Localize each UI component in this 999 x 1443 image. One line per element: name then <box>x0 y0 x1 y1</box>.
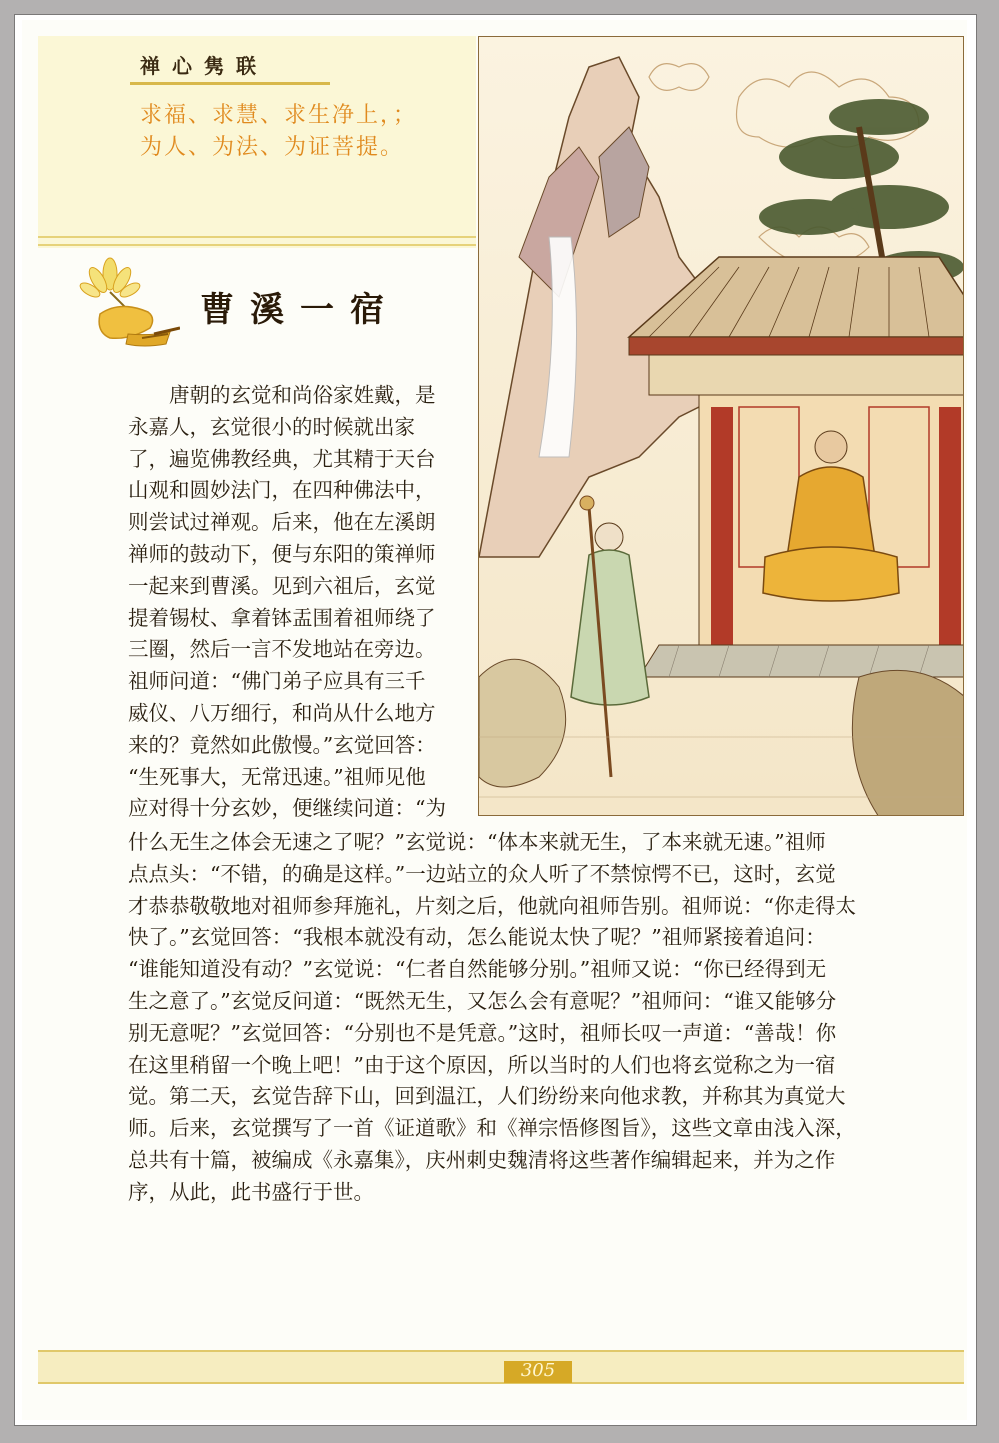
text-line: 生之意了。”玄觉反问道：“既然无生，又怎么会有意呢？”祖师问：“谁又能够分 <box>128 988 837 1013</box>
text-line: “谁能知道没有动？”玄觉说：“仁者自然能够分别。”祖师又说：“你已经得到无 <box>128 957 827 982</box>
text-line: 唐朝的玄觉和尚俗家姓戴，是 <box>128 383 436 407</box>
text-line: 别无意呢？”玄觉回答：“分别也不是凭意。”这时，祖师长叹一声道：“善哉！你 <box>128 1020 837 1045</box>
text-line: 在这里稍留一个晚上吧！”由于这个原因，所以当时的人们也将玄觉称之为一宿 <box>128 1052 836 1077</box>
header-rule <box>38 236 476 238</box>
text-line: 师。后来，玄觉撰写了一首《证道歌》和《禅宗悟修图旨》，这些文章由浅入深， <box>128 1116 856 1141</box>
motto-line-2: 为人、为法、为证菩提。 <box>140 135 405 160</box>
text-line: 三圈，然后一言不发地站在旁边。 <box>128 637 436 662</box>
chapter-title: 曹溪一宿 <box>200 290 400 330</box>
chapter-title-block <box>60 262 420 362</box>
lotus-hand-icon <box>70 252 180 352</box>
body-text-narrow <box>128 380 468 825</box>
text-line: 提着锡杖、拿着钵盂围着祖师绕了 <box>128 605 436 630</box>
text-line: 禅师的鼓动下，便与东阳的策禅师 <box>128 541 436 566</box>
text-line: 祖师问道：“佛门弟子应具有三千 <box>128 669 426 694</box>
header-rule-2 <box>38 244 476 246</box>
text-line: 序，从此，此书盛行于世。 <box>128 1179 374 1204</box>
text-line: 山观和圆妙法门，在四种佛法中， <box>128 478 436 503</box>
text-line: 应对得十分玄妙，便继续问道：“为 <box>128 796 446 821</box>
text-line: “生死事大，无常迅速。”祖师见他 <box>128 764 426 789</box>
illustration-svg <box>479 37 964 816</box>
body-text-wide <box>128 827 928 1209</box>
text-line: 永嘉人，玄觉很小的时候就出家 <box>128 414 415 439</box>
text-line: 觉。第二天，玄觉告辞下山，回到温江，人们纷纷来向他求教，并称其为真觉大 <box>128 1084 846 1109</box>
text-line: 则尝试过禅观。后来，他在左溪朗 <box>128 510 436 535</box>
text-line: 点点头：“不错，的确是这样。”一边站立的众人听了不禁惊愕不已，这时，玄觉 <box>128 861 836 886</box>
illustration-master-and-monk <box>478 36 964 816</box>
text-line: 威仪、八万细行，和尚从什么地方 <box>128 700 436 725</box>
text-line: 一起来到曹溪。见到六祖后，玄觉 <box>128 573 436 598</box>
footer-rule-bottom <box>38 1382 964 1384</box>
text-line: 总共有十篇，被编成《永嘉集》，庆州刺史魏清将这些著作编辑起来，并为之作 <box>128 1147 836 1172</box>
text-line: 快了。”玄觉回答：“我根本就没有动，怎么能说太快了呢？”祖师紧接着追问： <box>128 925 826 950</box>
series-title: 禅心隽联 <box>140 54 268 78</box>
text-line: 来的？竟然如此傲慢。”玄觉回答： <box>128 732 436 757</box>
text-line: 什么无生之体会无速之了呢？”玄觉说：“体本来就无生，了本来就无速。”祖师 <box>128 830 826 854</box>
text-line: 才恭恭敬敬地对祖师参拜施礼，片刻之后，他就向祖师告别。祖师说：“你走得太 <box>128 893 856 918</box>
motto-line-1: 求福、求慧、求生净上，； <box>140 103 418 128</box>
series-title-underline <box>130 82 330 85</box>
page-number: 305 <box>520 1360 556 1381</box>
text-line: 了，遍览佛教经典，尤其精于天台 <box>128 446 436 471</box>
footer-band <box>38 1352 964 1382</box>
